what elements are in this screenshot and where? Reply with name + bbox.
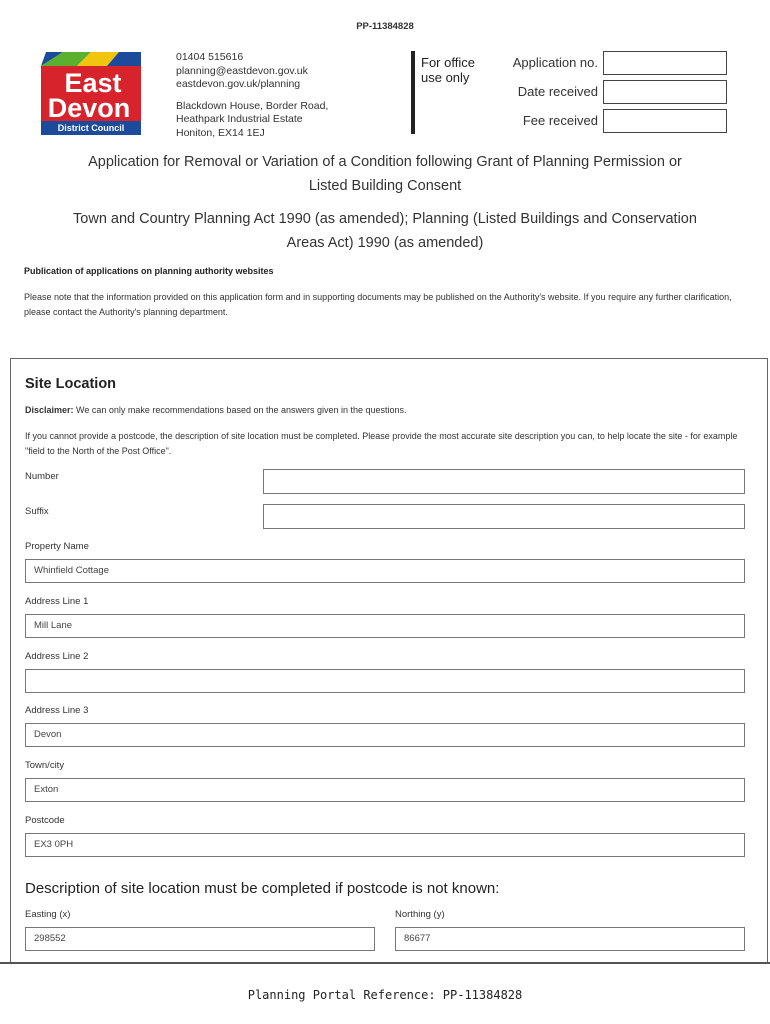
suffix-label: Suffix xyxy=(25,506,49,517)
address-line-3-field[interactable]: Devon xyxy=(25,723,745,747)
address-line-2-label: Address Line 2 xyxy=(25,651,89,662)
date-received-label: Date received xyxy=(517,84,598,99)
contact-address-line-3: Honiton, EX14 1EJ xyxy=(176,126,265,139)
disclaimer-text: We can only make recommendations based on the answers given in the questions. xyxy=(73,405,407,415)
disclaimer xyxy=(25,403,407,418)
address-line-1-label: Address Line 1 xyxy=(25,596,89,607)
contact-email[interactable]: planning@eastdevon.gov.uk xyxy=(176,64,308,77)
town-field[interactable]: Exton xyxy=(25,778,745,802)
contact-web[interactable]: eastdevon.gov.uk/planning xyxy=(176,78,301,90)
application-no-label: Application no. xyxy=(512,55,598,70)
form-title: Application for Removal or Variation of a Condition following Grant of Planning Permission or Listed Building Consent xyxy=(88,154,682,194)
contact-address-line-1: Blackdown House, Border Road, xyxy=(176,99,329,112)
section-title: Site Location xyxy=(25,376,117,392)
northing-field[interactable]: 86677 xyxy=(395,927,745,951)
easting-label: Easting (x) xyxy=(25,909,71,920)
logo-line-devon: Devon xyxy=(47,93,131,123)
logo-line-council: District Council xyxy=(57,123,125,133)
application-no-box xyxy=(603,51,727,75)
east-devon-logo xyxy=(41,52,141,135)
postcode-label: Postcode xyxy=(25,815,65,826)
address-line-1-field[interactable]: Mill Lane xyxy=(25,614,745,638)
description-heading: Description of site location must be completed if postcode is not known: xyxy=(25,880,500,897)
northing-label: Northing (y) xyxy=(395,909,445,920)
footer-reference: Planning Portal Reference: PP-11384828 xyxy=(247,988,523,1002)
town-label: Town/city xyxy=(25,760,65,771)
disclaimer-label: Disclaimer: xyxy=(25,405,74,415)
office-use-label: For office use only xyxy=(421,55,475,85)
contact-details xyxy=(176,51,328,140)
contact-phone: 01404 515616 xyxy=(176,51,244,63)
property-name-label: Property Name xyxy=(25,541,89,552)
page-divider xyxy=(0,962,770,964)
number-field[interactable] xyxy=(263,469,745,494)
logo-line-east: East xyxy=(64,68,122,98)
fee-received-box xyxy=(603,109,727,133)
postcode-field[interactable]: EX3 0PH xyxy=(25,833,745,857)
site-instruction: If you cannot provide a postcode, the description of site location must be completed. Please provide the most accurate site description you can, to help locate the site - for example "field to the North of the Post Office". xyxy=(25,431,738,456)
suffix-field[interactable] xyxy=(263,504,745,529)
form-legislation: Town and Country Planning Act 1990 (as amended); Planning (Listed Buildings and Conservation Areas Act) 1990 (as amended) xyxy=(73,211,697,251)
publication-text: Please note that the information provided on this application form and in supporting documents may be published on the Authority's website. If you require any further clarification, please contact the Authority's planning department. xyxy=(24,292,732,317)
property-name-field[interactable]: Whinfield Cottage xyxy=(25,559,745,583)
office-divider xyxy=(411,51,415,134)
contact-address-line-2: Heathpark Industrial Estate xyxy=(176,113,303,125)
publication-heading: Publication of applications on planning authority websites xyxy=(24,266,274,276)
easting-field[interactable]: 298552 xyxy=(25,927,375,951)
number-label: Number xyxy=(25,471,59,482)
reference-number: PP-11384828 xyxy=(356,21,414,32)
fee-received-label: Fee received xyxy=(522,113,598,128)
address-line-2-field[interactable] xyxy=(25,669,745,693)
date-received-box xyxy=(603,80,727,104)
address-line-3-label: Address Line 3 xyxy=(25,705,89,716)
